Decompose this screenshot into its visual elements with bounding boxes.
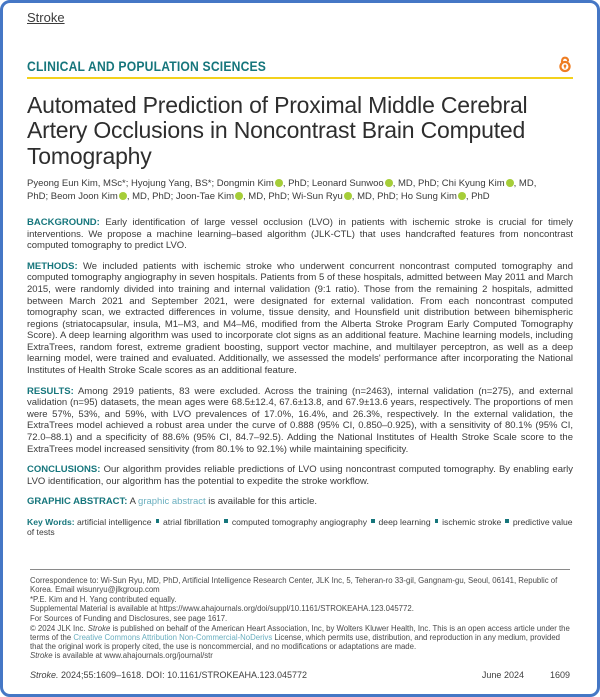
author-list: Pyeong Eun Kim, MSc*; Hyojung Yang, BS*; Dongmin Kim , PhD; Leonard Sunwoo , MD, PhD; Chi Kyung Kim , MD, PhD; Beom Joon Kim , MD, PhD; Joon-Tae Kim , MD, PhD; Wi-Sun Ryu , MD, PhD; Ho Sung Kim , PhD [27, 177, 537, 202]
availability-note: Stroke is available at www.ahajournals.org/journal/str [30, 651, 213, 661]
keyword-separator-icon [156, 519, 160, 523]
citation: Stroke. 2024;55:1609–1618. DOI: 10.1161/STROKEAHA.123.045772 [30, 670, 308, 680]
keyword-items [27, 517, 573, 537]
keyword-separator-icon [435, 519, 439, 523]
author-name: Leonard Sunwoo [311, 177, 384, 189]
keyword: deep learning [378, 516, 431, 527]
keyword: predictive value of tests [27, 516, 573, 537]
orcid-icon[interactable] [506, 179, 514, 187]
abstract-section-conclusions [27, 464, 573, 487]
orcid-icon[interactable] [344, 192, 352, 200]
author-name: Hyojung Yang [131, 177, 190, 189]
author-name: Chi Kyung Kim [441, 177, 505, 189]
open-access-icon [557, 56, 573, 73]
issue-date: June 2024 [481, 670, 524, 680]
abstract-section-graphic-abstract [27, 496, 573, 508]
results-label: RESULTS: [27, 385, 74, 397]
methods-text: We included patients with ischemic stroke who underwent concurrent noncontrast computed tomography and computed tomography angiography in seven hospitals. Patients from 5 of these hospitals, admitted between May 2011 and March 2015, were randomly divided into training and internal validation (9:1 ratio). Those from the remaining 2 hospitals, admitted between March 2021 and September 2021, were designated for external validation. From each noncontrast computed tomography scan, we extracted differences in volume, tissue density, and Hounsfield unit distribution between bihemispheric regions (striatocapsular, insula, M1–M3, and M4–M6, modified from the Alberta Stroke Program Early Computed Tomography Score). A deep learning algorithm was used to incorporate clot signs as an additional feature. Machine learning models, including ExtraTrees, random forest, extreme gradient boosting, support vector machine, and multilayer perceptron, as well as a deep learning model, were trained and evaluated. Additionally, we assessed the models' performance after incorporating the National Institutes of Health Stroke Scale scores as an additional feature. [27, 260, 573, 377]
author-name: Ho Sung Kim [400, 191, 457, 202]
keyword: atrial fibrillation [163, 516, 221, 527]
journal-name-link[interactable]: Stroke [27, 10, 65, 25]
conclusions-text: Our algorithm provides reliable predictions of LVO using noncontrast computed tomography. By enabling early LVO identification, our algorithm has the potential to expedite the stroke workflow. [27, 464, 574, 487]
page-footer [30, 670, 570, 680]
section-heading: CLINICAL AND POPULATION SCIENCES [27, 59, 267, 74]
keyword: artificial intelligence [76, 516, 152, 527]
conclusions-label: CONCLUSIONS: [27, 464, 101, 476]
graphic-abstract-text-after: is available for this article. [205, 496, 318, 508]
background-text: Early identification of large vessel occlusion (LVO) in patients with ischemic stroke is crucial for timely interventions. We propose a machine learning–based algorithm (JLK-CTL) that uses handcrafted features from noncontrast computed tomography to predict LVO. [27, 217, 573, 252]
keywords-label: Key Words: [27, 516, 75, 527]
article-title: Automated Prediction of Proximal Middle Cerebral Artery Occlusions in Noncontrast Brain Computed Tomography [27, 92, 528, 169]
journal-name-italic: Stroke [87, 623, 111, 633]
copyright-note: © 2024 JLK Inc. Stroke is published on behalf of the American Heart Association, Inc, by Wolters Kluwer Health, Inc. This is an open access article under the terms of the Creative Commons Attribution Non-Commercial-NoDerivs License, which permits use, distribution, and reproduction in any medium, provided that the original work is properly cited, the use is noncommercial, and no modifications or adaptations are made. [30, 623, 570, 651]
orcid-icon[interactable] [385, 179, 393, 187]
author-name: Dongmin Kim [216, 177, 274, 189]
abstract-section-methods [27, 261, 573, 377]
equal-contribution-note: *P.E. Kim and H. Yang contributed equally. [30, 594, 177, 604]
orcid-icon[interactable] [235, 192, 243, 200]
supplemental-note: Supplemental Material is available at https://www.ahajournals.org/doi/suppl/10.1161/STROKEAHA.123.045772. [30, 604, 414, 614]
author-name: Wi-Sun Ryu [292, 191, 343, 202]
author-name: Joon-Tae Kim [175, 191, 235, 202]
author-name: Pyeong Eun Kim [27, 177, 98, 189]
keyword-separator-icon [505, 519, 509, 523]
footer-right [482, 670, 570, 680]
author-name: Beom Joon Kim [50, 191, 118, 202]
keyword: computed tomography angiography [231, 516, 368, 527]
creative-commons-link[interactable]: Creative Commons Attribution Non-Commercial-NoDerivs [73, 632, 273, 642]
abstract [27, 217, 573, 508]
methods-label: METHODS: [27, 260, 78, 272]
background-label: BACKGROUND: [27, 217, 100, 229]
journal-name-italic: Stroke [30, 651, 53, 661]
graphic-abstract-text-before: A [129, 496, 139, 508]
keyword-separator-icon [224, 519, 228, 523]
page-number: 1609 [549, 670, 570, 680]
abstract-section-background [27, 217, 573, 252]
funding-note: For Sources of Funding and Disclosures, see page 1617. [30, 614, 228, 624]
keyword: ischemic stroke [442, 516, 502, 527]
correspondence-note: Correspondence to: Wi-Sun Ryu, MD, PhD, Artificial Intelligence Research Center, JLK Inc, 5, Teheran-ro 33-gil, Gangnam-gu, Seoul, 06141, Republic of Korea. Email wisunryu@jlkgroup.com [30, 576, 558, 594]
orcid-icon[interactable] [119, 192, 127, 200]
keyword-separator-icon [371, 519, 375, 523]
results-text: Among 2919 patients, 83 were excluded. Across the training (n=2463), internal validation (n=275), and external validation (n=95) datasets, the mean ages were 68.5±12.4, 67.6±13.8, and 67.9±13.6 years, respectively. The proportions of men were 57%, 53%, and 59%, with LVO prevalences of 17.0%, 16.4%, and 26.3%, respectively. In the external validation, the ExtraTrees model achieved a robust area under the curve of 0.888 (95% CI, 0.850–0.925), with a sensitivity of 80.1% (95% CI, 72.0–88.1) and a specificity of 88.6% (95% CI, 84.7–92.5). Adding the National Institutes of Health Stroke Scale score to the ExtraTrees model increased sensitivity (from 80.1% to 92.1%) while maintaining specificity. [27, 385, 573, 455]
graphic-abstract-label: GRAPHIC ABSTRACT: [27, 496, 128, 508]
footnotes-block [30, 569, 570, 662]
abstract-section-results [27, 386, 573, 455]
section-heading-row [27, 56, 573, 79]
graphic-abstract-link[interactable]: graphic abstract [138, 496, 206, 508]
orcid-icon[interactable] [458, 192, 466, 200]
keywords-line [27, 517, 573, 537]
orcid-icon[interactable] [275, 179, 283, 187]
